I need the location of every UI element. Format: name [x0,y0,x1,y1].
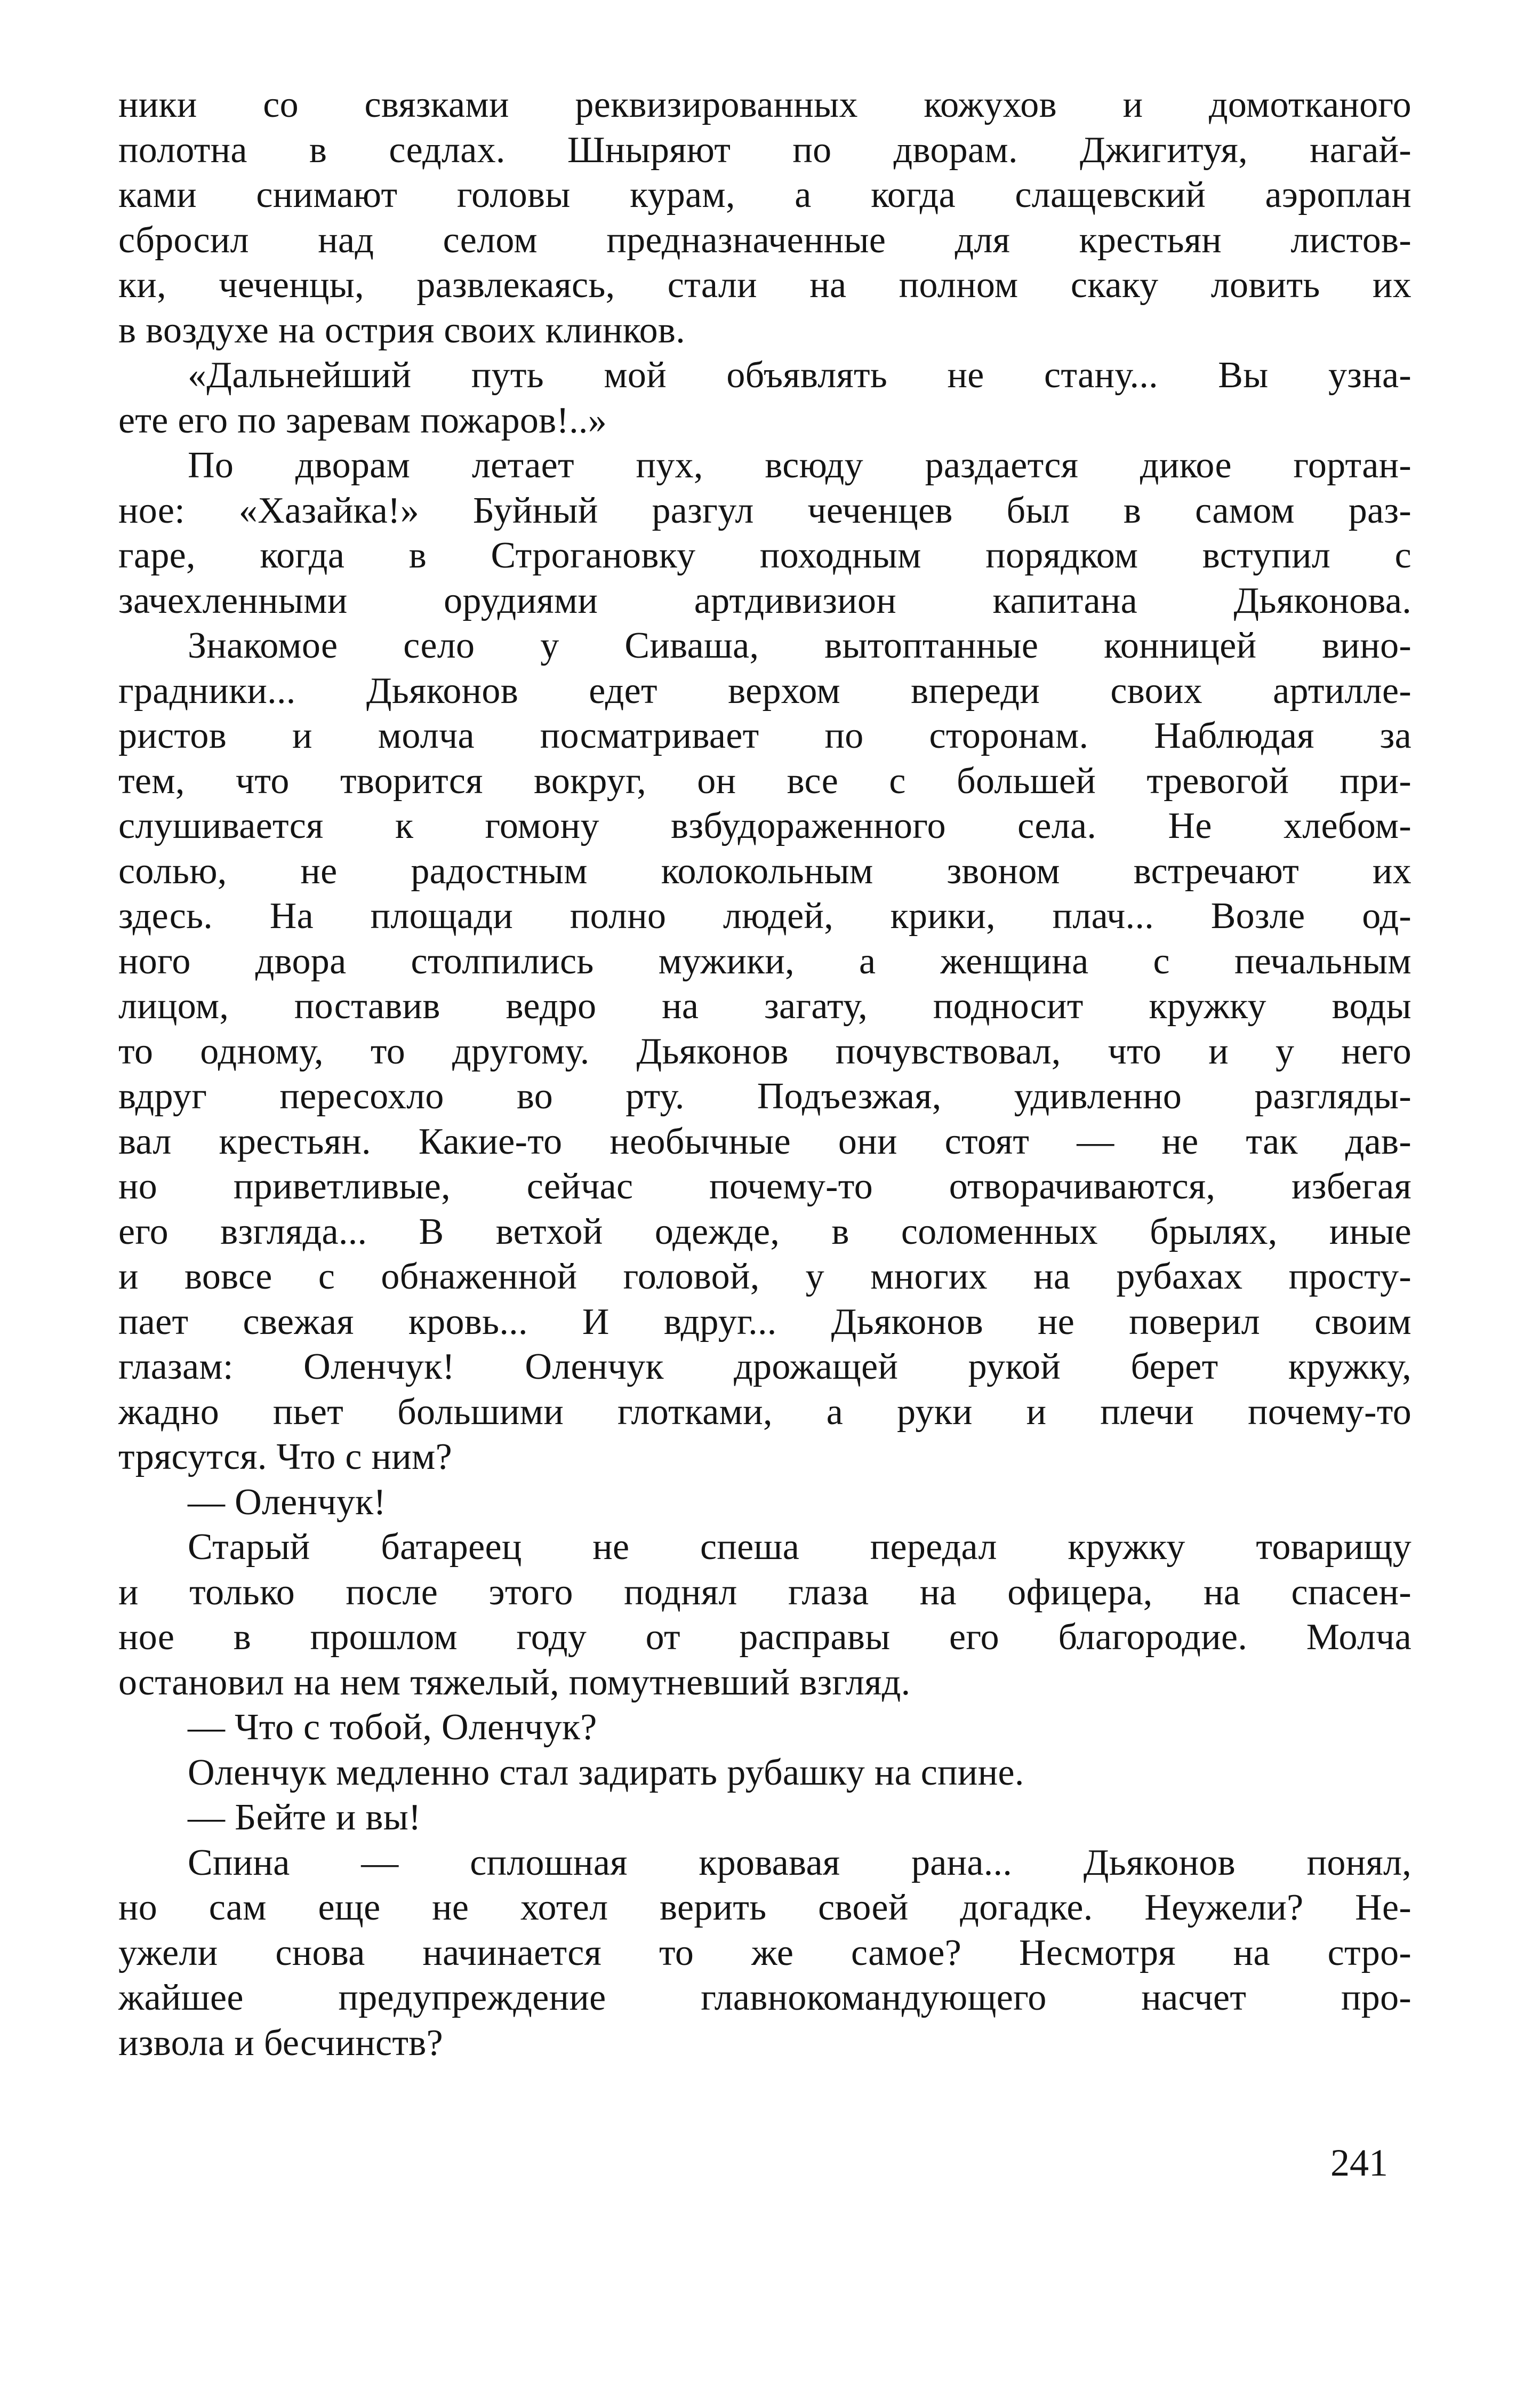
text-line: — Что с тобой, Оленчук? [188,1707,597,1748]
text-line: и только после этого поднял глаза на офицера, на спасен- [118,1571,1411,1613]
text-line: ужели снова начинается то же самое? Несмотря на стро- [118,1932,1411,1973]
text-line: ного двора столпились мужики, а женщина с печальным [118,940,1411,982]
text-line: «Дальнейший путь мой объявлять не стану... Вы узна- [188,355,1411,396]
text-line: извола и бесчинств? [118,2022,444,2064]
text-line: вдруг пересохло во рту. Подъезжая, удивленно разгляды- [118,1076,1411,1117]
text-line: остановил на нем тяжелый, помутневший взгляд. [118,1661,911,1703]
text-line: Оленчук медленно стал задирать рубашку на спине. [188,1752,1024,1793]
text-line: Спина — сплошная кровавая рана... Дьяконов понял, [188,1842,1411,1883]
text-line: тем, что творится вокруг, он все с большей тревогой при- [118,760,1411,802]
text-line: его взгляда... В ветхой одежде, в соломенных брылях, иные [118,1211,1411,1252]
text-line: лицом, поставив ведро на загату, подносит кружку воды [118,986,1411,1027]
text-line: гаре, когда в Строгановку походным порядком вступил с [118,535,1411,576]
text-line: жайшее предупреждение главнокомандующего насчет про- [118,1977,1411,2018]
text-line: вал крестьян. Какие-то необычные они стоят — не так дав- [118,1121,1411,1162]
text-line: ете его по заревам пожаров!..» [118,399,607,441]
text-line: ки, чеченцы, развлекаясь, стали на полном скаку ловить их [118,265,1411,306]
text-line: слушивается к гомону взбудораженного села. Не хлебом- [118,805,1411,846]
text-line: здесь. На площади полно людей, крики, плач... Возле од- [118,896,1411,937]
text-line: но приветливые, сейчас почему-то отворачиваются, избегая [118,1166,1411,1207]
text-line: трясутся. Что с ним? [118,1436,453,1477]
text-line: пает свежая кровь... И вдруг... Дьяконов не поверил своим [118,1301,1411,1342]
text-line: жадно пьет большими глотками, а руки и плечи почему-то [118,1391,1411,1433]
text-line: Старый батареец не спеша передал кружку товарищу [188,1526,1411,1568]
text-line: и вовсе с обнаженной головой, у многих на рубахах просту- [118,1256,1411,1297]
text-line: зачехленными орудиями артдивизион капитана Дьяконова. [118,580,1411,621]
text-line: но сам еще не хотел верить своей догадке. Неужели? Не- [118,1887,1411,1928]
text-line: ками снимают головы курам, а когда слащевский аэроплан [118,174,1411,215]
text-line: солью, не радостным колокольным звоном встречают их [118,850,1411,892]
text-line: — Оленчук! [188,1481,387,1523]
body-text [118,83,1411,2066]
text-line: — Бейте и вы! [188,1797,421,1838]
text-line: сбросил над селом предназначенные для крестьян листов- [118,219,1411,261]
text-line: в воздухе на острия своих клинков. [118,309,686,351]
text-line: ники со связками реквизированных кожухов и домотканого [118,84,1411,125]
text-line: градники... Дьяконов едет верхом впереди своих артилле- [118,670,1411,712]
page-number: 241 [1330,2141,1388,2184]
text-line: ное в прошлом году от расправы его благородие. Молча [118,1617,1411,1658]
text-line: Знакомое село у Сиваша, вытоптанные конницей вино- [188,625,1411,666]
text-line: По дворам летает пух, всюду раздается дикое гортан- [188,445,1411,486]
text-line: полотна в седлах. Шныряют по дворам. Джигитуя, нагай- [118,129,1411,171]
text-line: ное: «Хазайка!» Буйный разгул чеченцев был в самом раз- [118,490,1411,531]
text-line: ристов и молча посматривает по сторонам. Наблюдая за [118,715,1411,756]
text-line: то одному, то другому. Дьяконов почувствовал, что и у него [118,1030,1411,1072]
text-line: глазам: Оленчук! Оленчук дрожащей рукой берет кружку, [118,1346,1411,1387]
